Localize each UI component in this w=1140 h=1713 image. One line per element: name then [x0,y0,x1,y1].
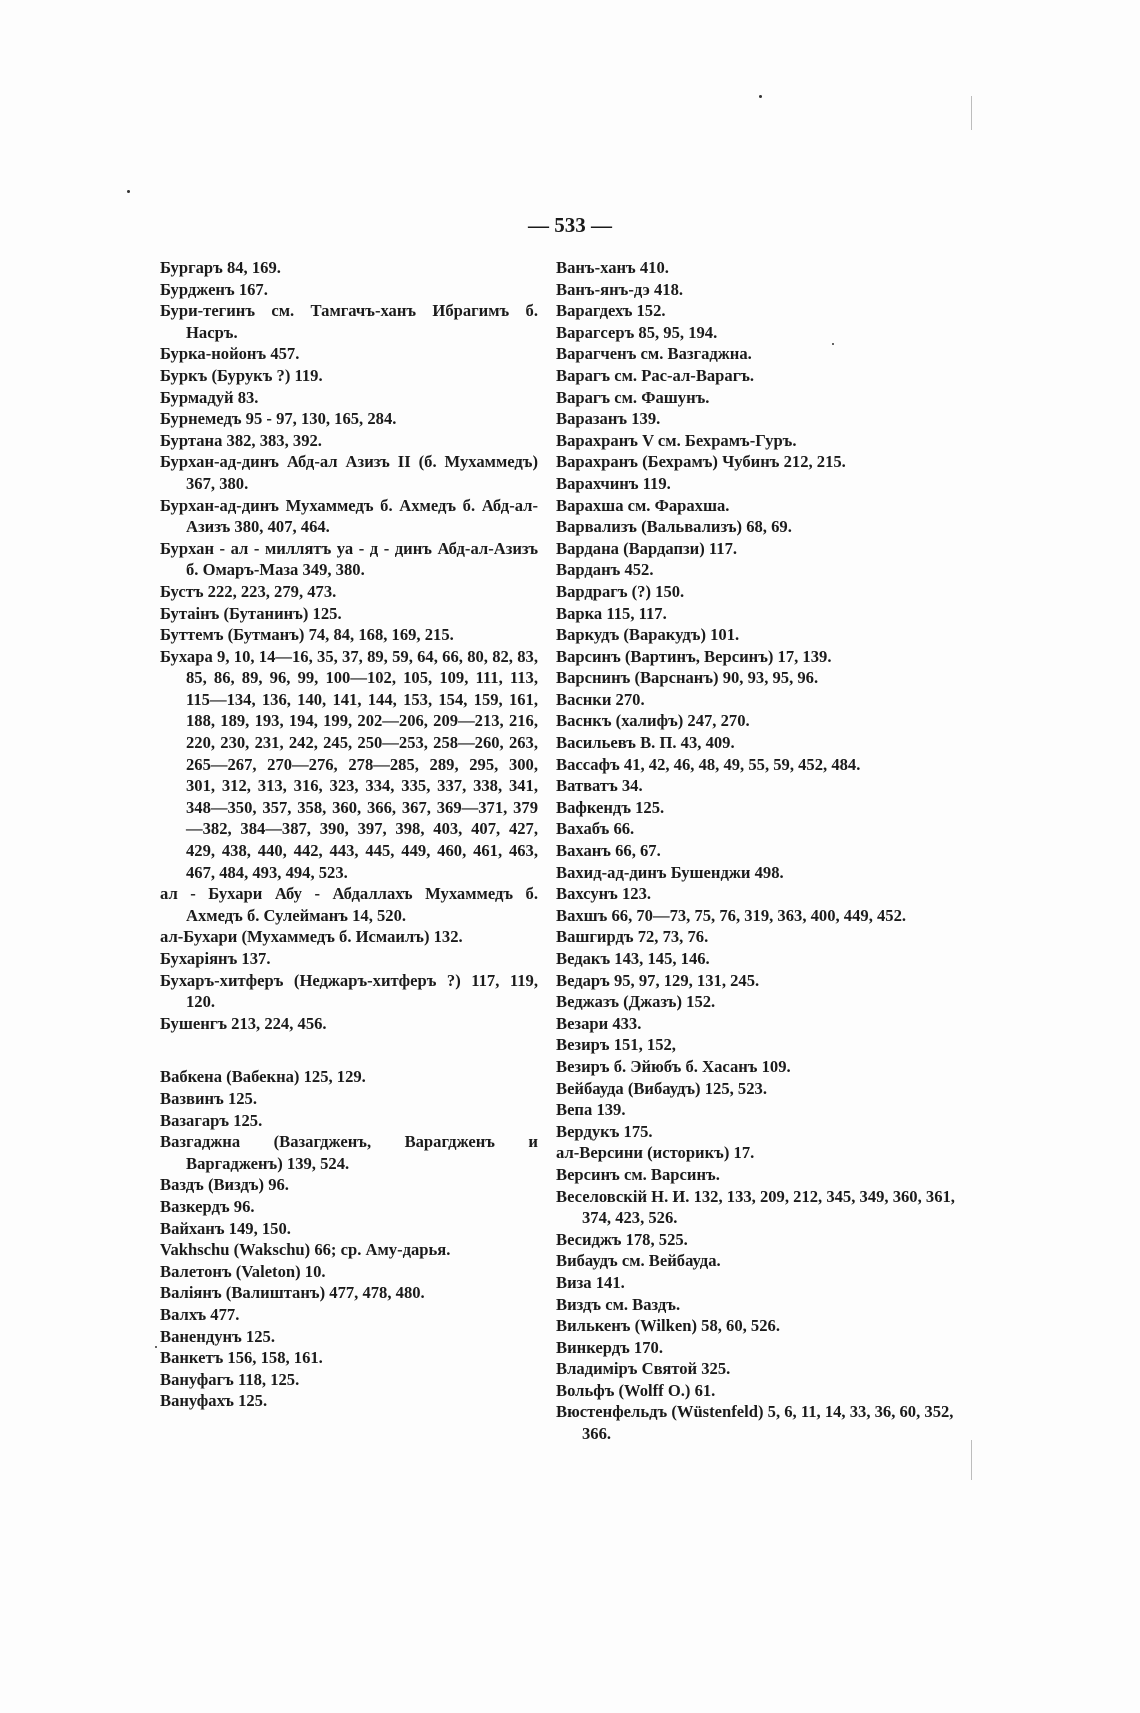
index-entry: Буртана 382, 383, 392. [160,430,322,450]
index-entry: Вардана (Вардапзи) 117. [556,538,738,558]
index-entry: Везари 433. [556,1013,642,1033]
index-entry: Варагдехъ 152. [556,301,666,321]
index-entry: Бурнемедъ 95 - 97, 130, 165, 284. [160,409,397,429]
scan-speck [155,1346,157,1348]
index-entry: Вазагаръ 125. [160,1110,263,1130]
index-entry: Вануфахъ 125. [160,1391,268,1411]
index-entry: Вануфагъ 118, 125. [160,1369,300,1389]
index-entry: Бустъ 222, 223, 279, 473. [160,581,337,601]
index-entry: Варка 115, 117. [556,603,667,623]
index-entry: Варахранъ (Бехрамъ) Чубинъ 212, 215. [556,452,846,472]
section-gap [160,1034,538,1066]
index-entry: Ванкетъ 156, 158, 161. [160,1348,323,1368]
index-entry: Vakhschu (Wakschu) 66; ср. Аму-дарья. [160,1240,451,1260]
index-entry: Валетонъ (Valeton) 10. [160,1261,326,1281]
index-column-right [556,257,956,1445]
index-entry: Ватватъ 34. [556,776,643,796]
index-entry: Ванендунъ 125. [160,1326,275,1346]
index-column-left [160,257,538,1412]
index-entry: ал - Бухари Абу - Абдаллахъ Мухаммедъ б. Ахмедъ б. Сулейманъ 14, 520. [160,884,538,925]
index-entry: Вабкена (Вабекна) 125, 129. [160,1067,366,1087]
index-entry: Бурка-нойонъ 457. [160,344,300,364]
index-entry: Варагсеръ 85, 95, 194. [556,322,718,342]
index-entry: Вахсунъ 123. [556,884,652,904]
index-entry: Валіянъ (Валиштанъ) 477, 478, 480. [160,1283,425,1303]
index-entry: Вилькенъ (Wilken) 58, 60, 526. [556,1316,780,1336]
scan-speck [759,95,762,98]
index-entry: Вазкердъ 96. [160,1196,255,1216]
scan-edge-mark [971,96,972,130]
index-entry: Варданъ 452. [556,560,654,580]
index-entry: Владиміръ Святой 325. [556,1359,731,1379]
index-entry: Васнкъ (халифъ) 247, 270. [556,711,750,731]
index-entry: Вахабъ 66. [556,819,635,839]
index-entry: Варагъ см. Рас-ал-Варагъ. [556,365,755,385]
index-entry: Ведаръ 95, 97, 129, 131, 245. [556,970,760,990]
index-entry: Вольфъ (Wolff O.) 61. [556,1380,716,1400]
index-entry: Везиръ б. Эйюбъ б. Хасанъ 109. [556,1056,791,1076]
index-entry: Вибаудъ см. Вейбауда. [556,1251,721,1271]
index-entry: Вафкендъ 125. [556,797,665,817]
index-entry: Вардрагъ (?) 150. [556,581,685,601]
index-entry: Варкудъ (Варакудъ) 101. [556,625,740,645]
index-entry: Варсинъ (Вартинъ, Версинъ) 17, 139. [556,646,832,666]
index-entry: Бушенгъ 213, 224, 456. [160,1013,327,1033]
page-number: — 533 — [528,213,612,237]
index-entry: Бури-тегинъ см. Тамгачъ-ханъ Ибрагимъ б. Насръ. [160,301,538,342]
index-entry: Виздъ см. Ваздъ. [556,1294,681,1314]
index-entry: ал-Версини (историкъ) 17. [556,1143,755,1163]
index-entry: Вюстенфельдъ (Wüstenfeld) 5, 6, 11, 14, 33, 36, 60, 352, 366. [556,1402,954,1444]
index-entry: Бурмадуй 83. [160,387,259,407]
index-entry: Вахшъ 66, 70—73, 75, 76, 319, 363, 400, 449, 452. [556,905,907,925]
index-entry: Бурдженъ 167. [160,279,268,299]
index-entry: Бухаріянъ 137. [160,949,271,968]
index-entry: Бухара 9, 10, 14—16, 35, 37, 89, 59, 64, 66, 80, 82, 83, 85, 86, 89, 96, 99, 100—102, 105, 109, 111, 113, 115—134, 136, 140, 141, 144, 153, 154, 159, 161, 188, 189, 193, 194, 199, 202—206, 209—213, 216, 220, 230, 231, 242, 245, 250—253, 258—260, 263, 265—267, 270—276, 278—285, 289, 295, 300, 301, 312, 313, 316, 323, 334, 335, 337, 338, 341, 348—350, 357, 358, 360, 366, 367, 369—371, 379—382, 384—387, 390, 397, 398, 403, 407, 427, 429, 438, 440, 442, 443, 445, 449, 460, 461, 463, 467, 484, 493, 494, 523. [160,646,538,882]
index-entry: Васнки 270. [556,689,645,709]
scan-edge-mark [971,1440,972,1480]
index-entry: Вепа 139. [556,1100,626,1120]
index-entry: Весиджъ 178, 525. [556,1229,688,1249]
index-entry: Вейбауда (Вибаудъ) 125, 523. [556,1078,767,1098]
index-entry: Бурхан-ад-динъ Мухаммедъ б. Ахмедъ б. Абд-ал-Азизъ 380, 407, 464. [160,495,538,537]
index-entry: Веджазъ (Джазъ) 152. [556,992,716,1012]
index-entry: Ванъ-янъ-дэ 418. [556,279,684,299]
index-entry: Буттемъ (Бутманъ) 74, 84, 168, 169, 215. [160,625,454,645]
index-entry: Варазанъ 139. [556,409,661,429]
index-entry: Бухаръ-хитферъ (Неджаръ-хитферъ ?) 117, 119, 120. [160,970,538,1012]
index-entry: Виза 141. [556,1272,625,1292]
index-entry: Буркъ (Бурукъ ?) 119. [160,365,323,385]
index-entry: Ваздъ (Виздъ) 96. [160,1175,289,1195]
index-entry: Вердукъ 175. [556,1121,653,1141]
index-entry: Ведакъ 143, 145, 146. [556,949,710,968]
index-entry: Везиръ 151, 152, [556,1035,676,1055]
index-entry: ал-Бухари (Мухаммедъ б. Исмаилъ) 132. [160,927,463,947]
index-entry: Винкердъ 170. [556,1337,663,1357]
index-entry: Вазгаджна (Вазагдженъ, Варагдженъ и Варгадженъ) 139, 524. [160,1132,538,1173]
index-entry: Вазвинъ 125. [160,1088,257,1108]
index-entry: Варагченъ см. Вазгаджна. [556,344,752,364]
index-entry: Веселовскій Н. И. 132, 133, 209, 212, 345, 349, 360, 361, 374, 423, 526. [556,1186,955,1228]
index-entry: Ваханъ 66, 67. [556,841,661,861]
index-entry: Вашгирдъ 72, 73, 76. [556,927,709,947]
index-entry: Версинъ см. Варсинъ. [556,1164,720,1184]
index-entry: Вайханъ 149, 150. [160,1218,291,1238]
index-entry: Ванъ-ханъ 410. [556,258,669,277]
index-entry: Варахранъ V см. Бехрамъ-Гуръ. [556,430,797,450]
index-entry: Бурхан - ал - миллятъ уа - д - динъ Абд-ал-Азизъ б. Омаръ-Маза 349, 380. [160,538,538,580]
index-entry: Варснинъ (Варснанъ) 90, 93, 95, 96. [556,668,819,688]
index-entry: Бургаръ 84, 169. [160,258,281,277]
index-entry: Вахид-ад-динъ Бушенджи 498. [556,862,784,882]
index-entry: Васильевъ В. П. 43, 409. [556,733,735,753]
index-entry: Варагъ см. Фашунъ. [556,387,710,407]
index-entry: Варахчинъ 119. [556,473,671,493]
index-entry: Бутаінъ (Бутанинъ) 125. [160,603,342,623]
index-entry: Варахша см. Фарахша. [556,495,730,515]
index-entry: Валхъ 477. [160,1304,240,1324]
index-entry: Варвализъ (Вальвализъ) 68, 69. [556,517,792,537]
index-entry: Бурхан-ад-динъ Абд-ал Азизъ II (б. Мухаммедъ) 367, 380. [160,452,538,493]
index-entry: Вассафъ 41, 42, 46, 48, 49, 55, 59, 452, 484. [556,754,861,774]
scan-speck [127,190,130,193]
